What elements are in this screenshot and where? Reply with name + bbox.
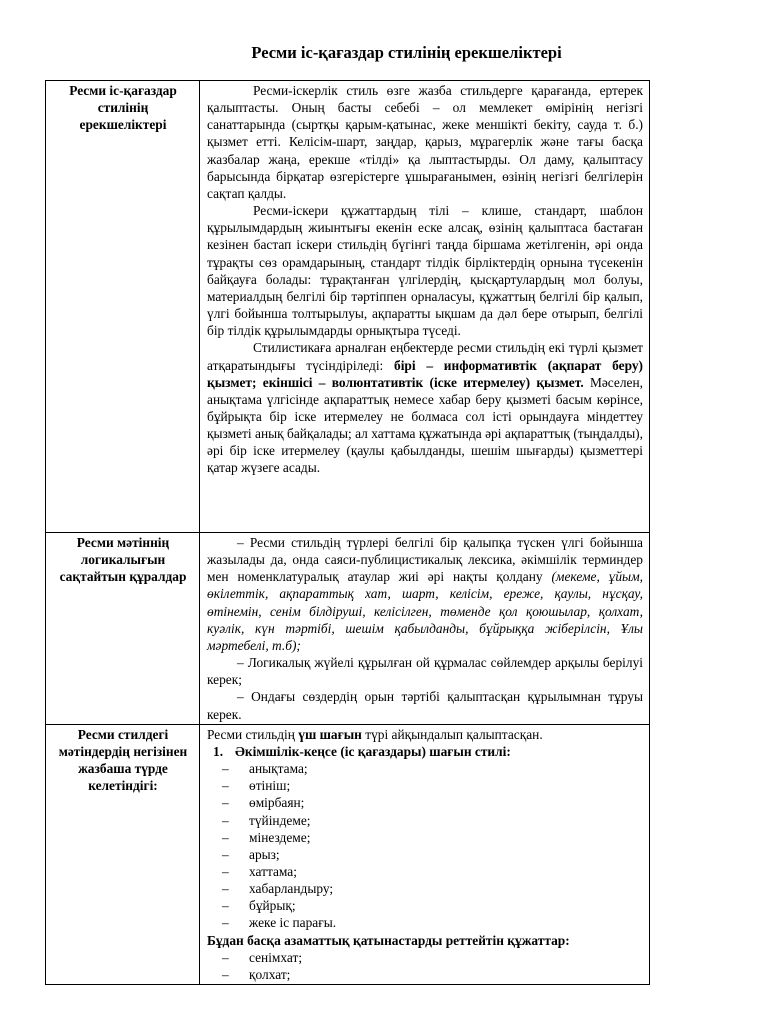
other-documents-heading: Бұдан басқа азаматтық қатынастарды реттейтін құжаттар: xyxy=(207,932,570,948)
dash-icon: – xyxy=(222,898,229,914)
civil-documents-list xyxy=(207,949,643,983)
paragraph: Ресми-іскери құжаттардың тілі – клише, стандарт, шаблон құрылымдардың жиынтығы екенін еске алсақ, өзінің қалыптаса бастаған кезінен бастап іскери стильдің бүгінгі таңда біршама жетілгенін, әрі онда тұрақты сөз орамдарының, стандарт тілдік бірліктердің орнына түсекенін байқауға болады: тұрақтанған үлгілердің, қысқартулардың мол болуы, материалдың белгілі бір тәртіппен орналасуы, құжаттың белгілі бір қалып, үлгі бойынша толтырылуы, ақпаратты ықшам да дәл бере отырып, белгілі бір тілдік құрылымдарды орнықтыра түседі. xyxy=(207,203,643,339)
bold-text: үш шағын xyxy=(298,726,362,742)
row-content xyxy=(200,724,650,984)
paragraph: – Логикалық жүйелі құрылған ой құрмалас сөйлемдер арқылы берілуі керек; xyxy=(207,655,643,688)
list-item xyxy=(222,777,643,794)
dash-icon: – xyxy=(222,846,229,862)
paragraph-text: Стилистикаға арналған еңбектерде ресми стильдің екі түрлі қызмет атқаратындығы түсіндіріледі: xyxy=(207,340,643,373)
list-item-text: мінездеме; xyxy=(249,829,311,845)
document-types-list xyxy=(207,760,643,932)
list-number: 1. xyxy=(213,743,224,759)
list-item-text: хабарландыру; xyxy=(249,881,334,897)
italic-text: (мекеме, ұйым, өкілеттік, ақпараттық хат, шарт, келісім, ереже, қаулы, нұсқау, өтінемін, сенім білдіруші, келісілген, төменде қол қоюшылар, қолхат, куәлік, күн тәртібі, шешім қабылданды, бұйрыққа жіберілсін, Ұлы мәртебелі, т.б); xyxy=(207,569,644,653)
list-item xyxy=(222,880,643,897)
list-item xyxy=(222,949,643,966)
table-row xyxy=(46,533,650,725)
list-item xyxy=(222,966,643,983)
dash-icon: – xyxy=(222,863,229,879)
paragraph xyxy=(207,534,643,654)
features-table xyxy=(45,80,650,985)
list-item-text: анықтама; xyxy=(249,761,308,777)
list-item-text: хаттама; xyxy=(249,863,297,879)
intro-text: Ресми стильдің xyxy=(207,726,299,742)
dash-icon: – xyxy=(222,778,229,794)
row-label: Ресми стилдегі мәтіндердің негізінен жазбаша түрде келетіндігі: xyxy=(46,724,200,984)
paragraph: – Ондағы сөздердің орын тәртібі қалыптасқан құрылымнан тұруы керек. xyxy=(207,689,643,722)
list-item-text: бұйрық; xyxy=(249,898,296,914)
intro-line xyxy=(207,726,643,743)
dash-icon: – xyxy=(222,812,229,828)
list-item-text: қолхат; xyxy=(249,966,291,982)
dash-icon: – xyxy=(222,761,229,777)
row-label: Ресми мәтіннің логикалығын сақтайтын құралдар xyxy=(46,533,200,725)
row-content xyxy=(200,81,650,533)
paragraph-text: Мәселен, анықтама үлгісінде ақпараттық немесе хабар беру қызметі басым көрінсе, бұйрықта бір іске итермелеу не болмаса сол істі орындауға міндеттеу қызметі анық байқалады; ал хаттама құжатында әрі ақпараттық (тыңдалды), әрі бір іске итермелеу (қаулы қабылданды, шешім шығарды) қызметтері қатар жүзеге асады. xyxy=(207,374,643,476)
row-label: Ресми іс-қағаздар стилінің ерекшеліктері xyxy=(46,81,200,533)
list-item-text: өтініш; xyxy=(249,778,291,794)
dash-icon: – xyxy=(222,949,229,965)
list-item xyxy=(222,760,643,777)
list-item xyxy=(222,794,643,811)
list-heading xyxy=(207,743,643,760)
list-item-text: өмірбаян; xyxy=(249,795,305,811)
row-content xyxy=(200,533,650,725)
list-item xyxy=(222,812,643,829)
list-item xyxy=(222,863,643,880)
list-item-text: сенімхат; xyxy=(249,949,303,965)
list-item-text: арыз; xyxy=(249,846,280,862)
paragraph xyxy=(207,339,643,476)
paragraph-text: – Ресми стильдің түрлері белгілі бір қалыпқа түскен үлгі бойынша жазылады да, онда саяси-публицистикалық лексика, әкімшілік терминдер мен номенклатуралық атаулар жиі әрі нақты қолдану xyxy=(207,535,643,585)
list-item xyxy=(222,846,643,863)
paragraph: Ресми-іскерлік стиль өзге жазба стильдерге қарағанда, ертерек қалыптасты. Оның басты себебі – ол мемлекет өмірінің негізгі санаттарында (сыртқы қарым-қатынас, жеке меншікті бекіту, сауда т. б.) қызмет етті. Келісім-шарт, заңдар, қарыз, мұрагерлік және тағы басқа жазбалар жаңа, ерекше «тілді» қа лыптастырды. Ол даму, қалыптасу барысында бірқатар өзгерістерге ұшырағанымен, өзінің негізгі белгілерін сақтап қалды. xyxy=(207,83,643,201)
dash-icon: – xyxy=(222,966,229,982)
document-title: Ресми іс-қағаздар стилінің ерекшеліктері xyxy=(251,43,562,62)
dash-icon: – xyxy=(222,829,229,845)
dash-icon: – xyxy=(222,915,229,931)
list-item xyxy=(222,914,643,931)
table-row xyxy=(46,724,650,984)
dash-icon: – xyxy=(222,881,229,897)
list-heading-text: Әкімшілік-кеңсе (іс қағаздары) шағын стилі: xyxy=(235,743,511,759)
list-item xyxy=(222,897,643,914)
list-item-text: түйіндеме; xyxy=(249,812,311,828)
intro-text: түрі айқындалып қалыптасқан. xyxy=(361,726,543,742)
list-item-text: жеке іс парағы. xyxy=(249,915,337,931)
list-item xyxy=(222,829,643,846)
table-row xyxy=(46,81,650,533)
bold-text: бірі – информативтік (ақпарат беру) қызмет; екіншісі – волюнтативтік (іске итермелеу) қызмет. xyxy=(207,357,643,390)
dash-icon: – xyxy=(222,795,229,811)
